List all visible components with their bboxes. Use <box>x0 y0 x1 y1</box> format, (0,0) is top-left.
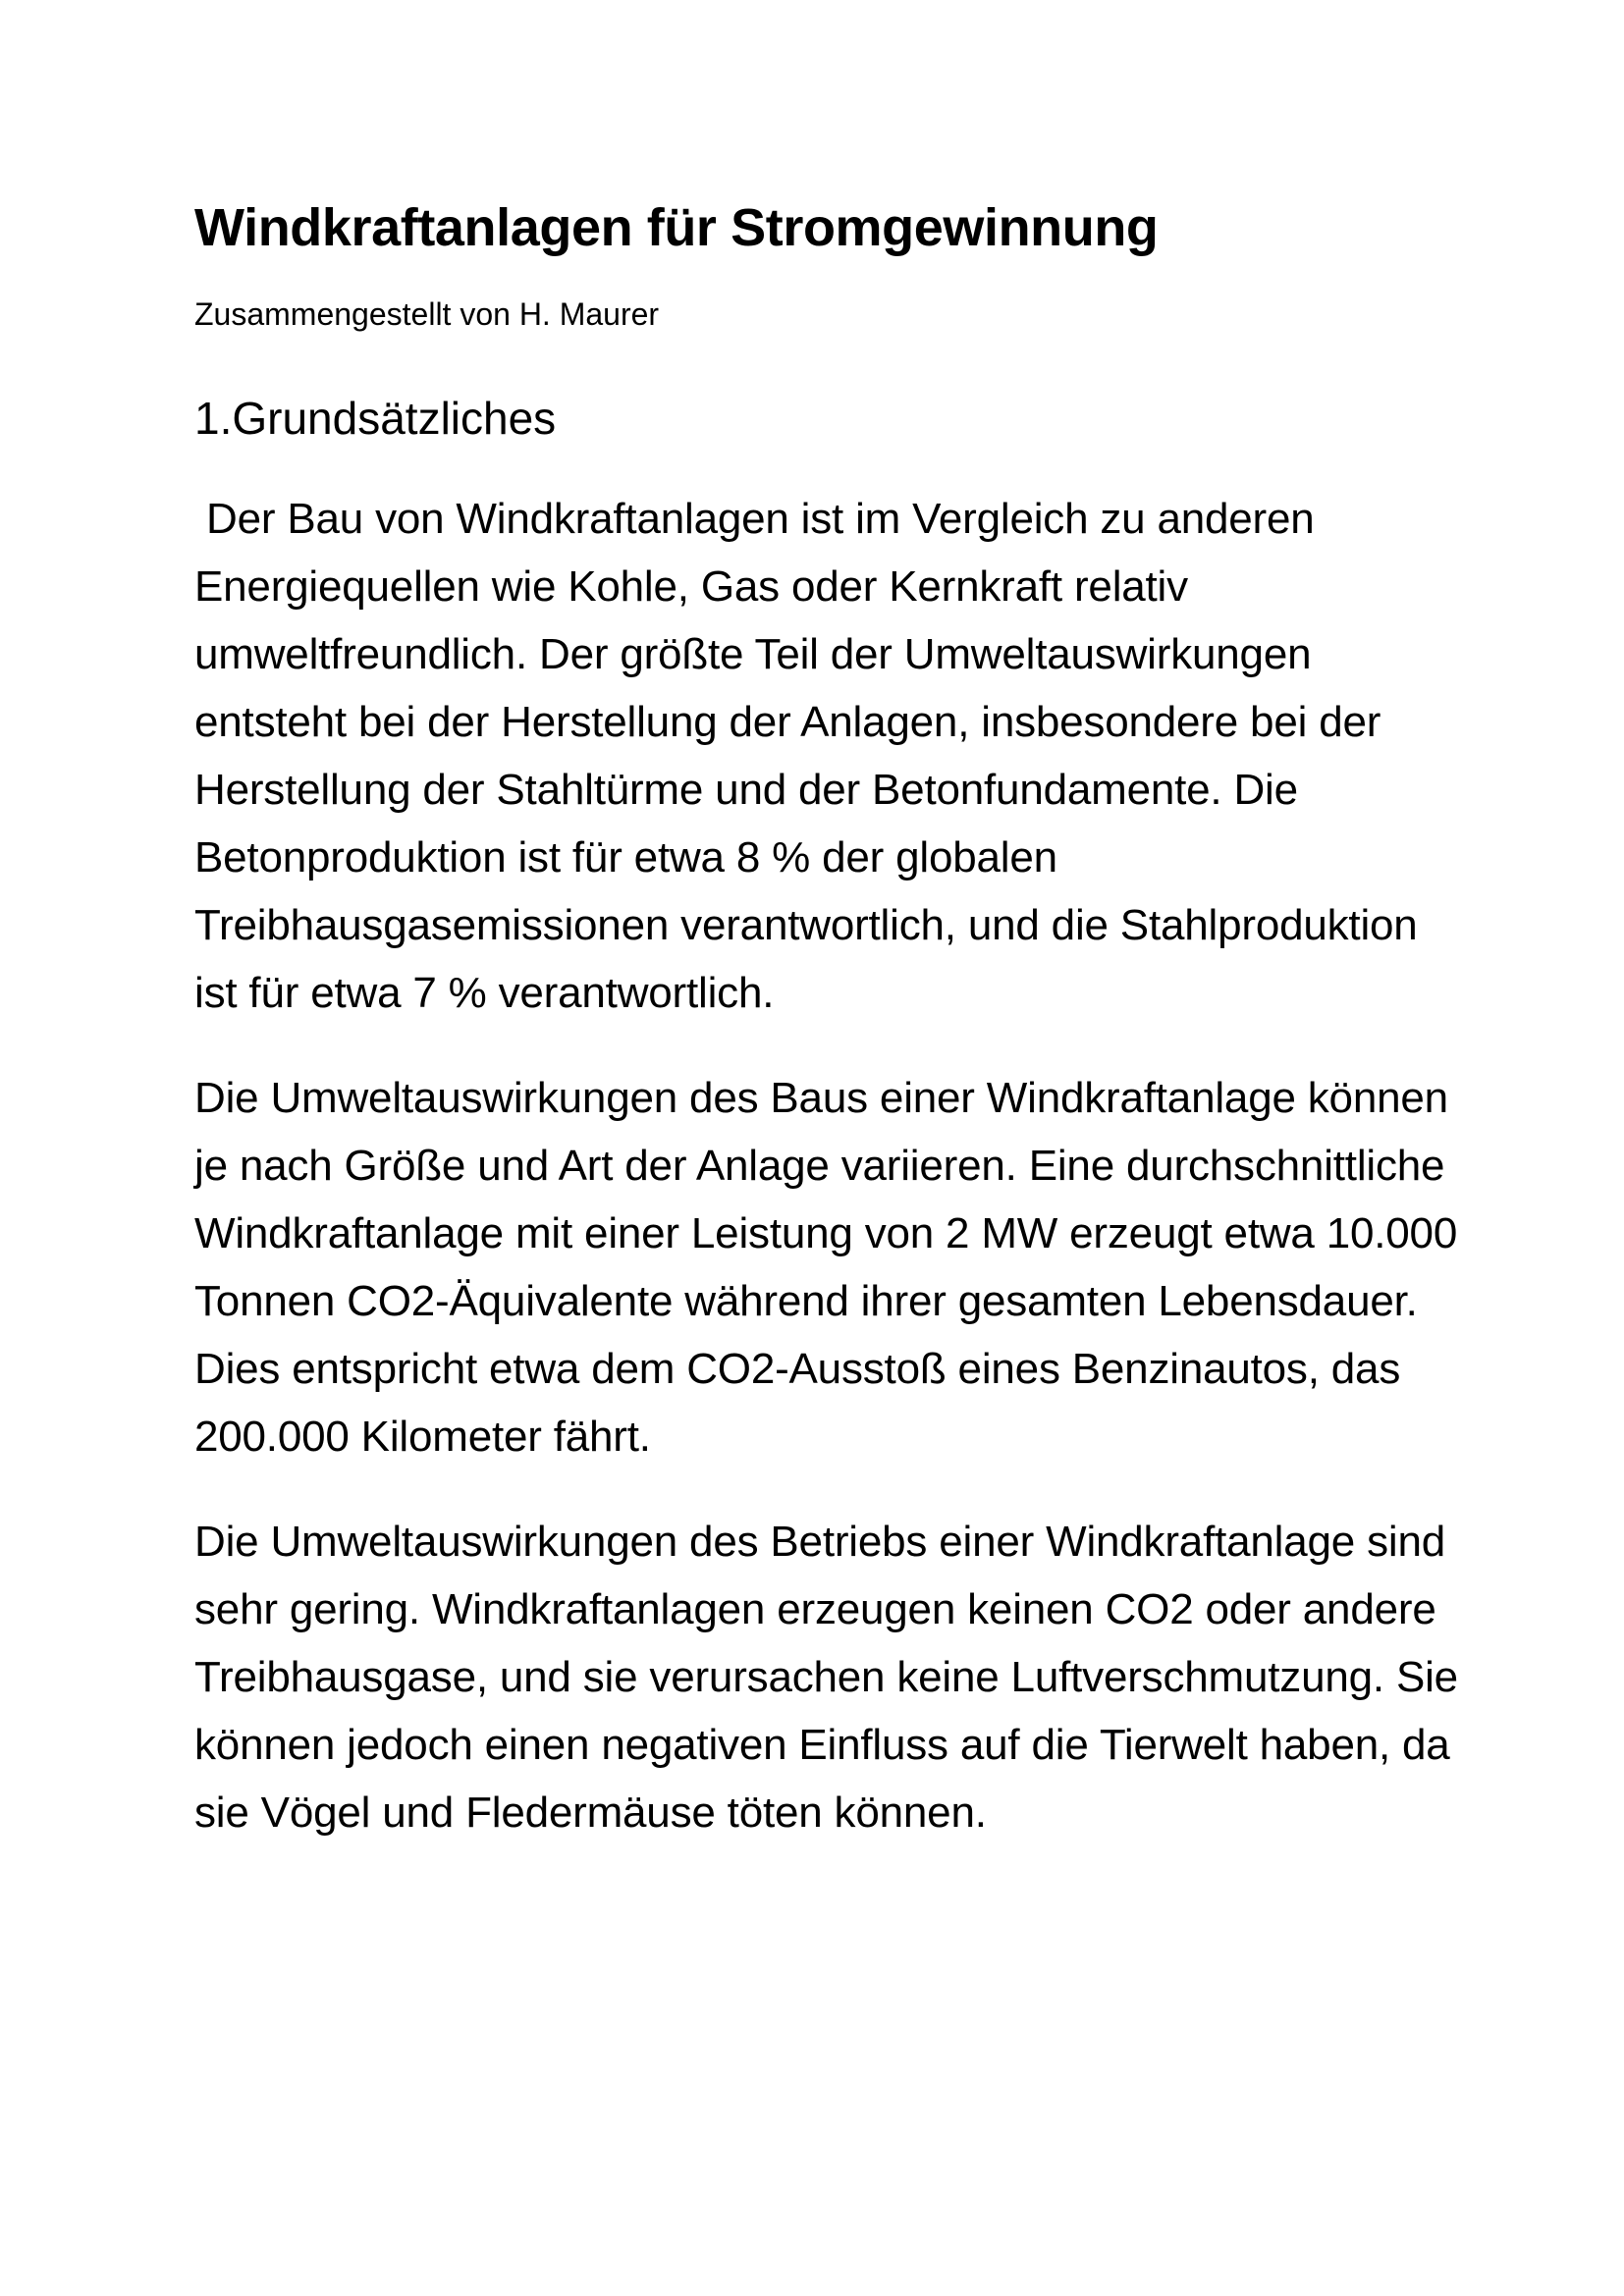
document-title: Windkraftanlagen für Stromgewinnung <box>194 198 1159 257</box>
section-heading: 1.Grundsätzliches <box>194 393 557 444</box>
paragraph-operation: Die Umweltauswirkungen des Betriebs einer Windkraftanlage sind sehr gering. Windkraftanlagen erzeugen keinen CO2 oder andere Treibhausgase, und sie verursachen keine Luftverschmutzung. Sie können jedoch einen negativen Einfluss auf die Tierwelt haben, da sie Vögel und Fledermäuse töten können. <box>194 1518 1458 1837</box>
document-author: Zusammengestellt von H. Maurer <box>194 296 660 332</box>
paragraph-construction: Der Bau von Windkraftanlagen ist im Vergleich zu anderen Energiequellen wie Kohle, Gas oder Kernkraft relativ umweltfreundlich. Der größte Teil der Umweltauswirkungen entsteht bei der Herstellung der Anlagen, insbesondere bei der Herstellung der Stahltürme und der Betonfundamente. Die Betonproduktion ist für etwa 8 % der globalen Treibhausgasemissionen verantwortlich, und die Stahlproduktion ist für etwa 7 % verantwortlich. <box>194 495 1430 1017</box>
paragraph-emissions: Die Umweltauswirkungen des Baus einer Windkraftanlage können je nach Größe und Art der Anlage variieren. Eine durchschnittliche Windkraftanlage mit einer Leistung von 2 MW erzeugt etwa 10.000 Tonnen CO2-Äquivalente während ihrer gesamten Lebensdauer. Dies entspricht etwa dem CO2-Ausstoß eines Benzinautos, das 200.000 Kilometer fährt. <box>194 1074 1458 1461</box>
document-page <box>194 192 1461 1846</box>
